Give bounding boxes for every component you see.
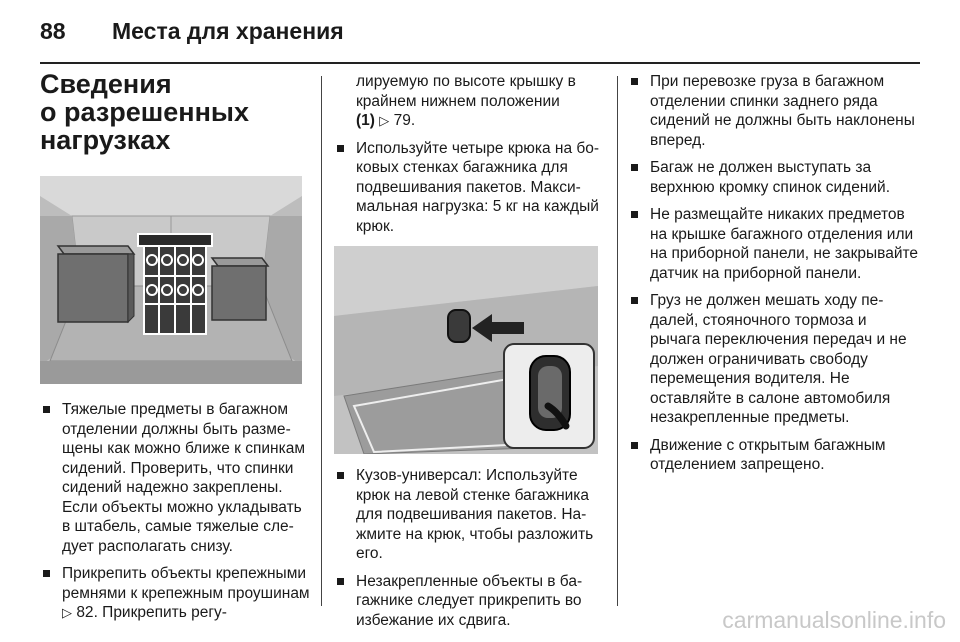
list-item: Незакрепленные объекты в багажнике следует прикрепить во избежание их сдвига. bbox=[334, 572, 606, 631]
list-item: Тяжелые предметы в багажном отделении должны быть размещены как можно ближе к спинкам сидений. Проверить, что спинки сидений надежно закреплены. Если объекты можно укладывать в штабель, самые тяжелые следует располагать снизу. bbox=[40, 400, 310, 556]
list-item-tail: . Прикрепить регу- bbox=[93, 604, 227, 621]
page-ref-number[interactable]: 79 bbox=[393, 112, 411, 129]
page-header bbox=[40, 18, 344, 45]
trunk-cargo-illustration bbox=[40, 176, 302, 384]
watermark: carmanualsonline.info bbox=[722, 607, 946, 633]
page-ref-arrow-icon: ▷ bbox=[379, 113, 390, 128]
column-divider bbox=[321, 76, 322, 606]
column-3 bbox=[628, 72, 920, 483]
list-item-text: Прикрепить объекты крепежными ремнями к крепежным проушинам bbox=[62, 565, 310, 602]
continued-text bbox=[334, 72, 606, 131]
list-item: Движение с открытым багажным отделением запрещено. bbox=[628, 436, 920, 475]
list-item: Не размещайте никаких предметов на крышке багажного отделения или на приборной панели, не закрывайте датчик на приборной панели. bbox=[628, 205, 920, 283]
bullet-list bbox=[628, 72, 920, 475]
item-marker: (1) bbox=[356, 112, 375, 129]
list-item bbox=[40, 564, 310, 623]
bullet-list bbox=[334, 139, 606, 237]
column-divider bbox=[617, 76, 618, 606]
page-number: 88 bbox=[40, 18, 66, 44]
list-item: Груз не должен мешать ходу педалей, стояночного тормоза и рычага переключения передач и не должен ограничивать свободу перемещения водителя. Не оставляйте в салоне автомобиля незакрепленные предметы. bbox=[628, 291, 920, 428]
page-ref-number[interactable]: 82 bbox=[76, 604, 94, 621]
header-rule bbox=[40, 62, 920, 64]
continued-text-tail: . bbox=[410, 112, 416, 129]
list-item: При перевозке груза в багажном отделении спинки заднего ряда сидений не должны быть наклонены вперед. bbox=[628, 72, 920, 150]
continued-text-body: лируемую по высоте крышку в крайнем нижнем положении bbox=[356, 73, 576, 110]
trunk-hook-illustration bbox=[334, 246, 598, 454]
section-title: Сведения о разрешенных нагрузках bbox=[40, 69, 249, 155]
list-item: Багаж не должен выступать за верхнюю кромку спинок сидений. bbox=[628, 158, 920, 197]
section-name: Места для хранения bbox=[112, 18, 344, 44]
column-1 bbox=[40, 70, 310, 631]
list-item: Кузов-универсал: Используйте крюк на левой стенке багажника для подвешивания пакетов. Нажмите на крюк, чтобы разложить его. bbox=[334, 466, 606, 564]
bullet-list bbox=[40, 400, 310, 623]
list-item: Используйте четыре крюка на боковых стенках багажника для подвешивания пакетов. Максимальная нагрузка: 5 кг на каждый крюк. bbox=[334, 139, 606, 237]
page-ref-arrow-icon: ▷ bbox=[62, 605, 72, 620]
bullet-list bbox=[334, 466, 606, 630]
column-2 bbox=[334, 72, 606, 638]
